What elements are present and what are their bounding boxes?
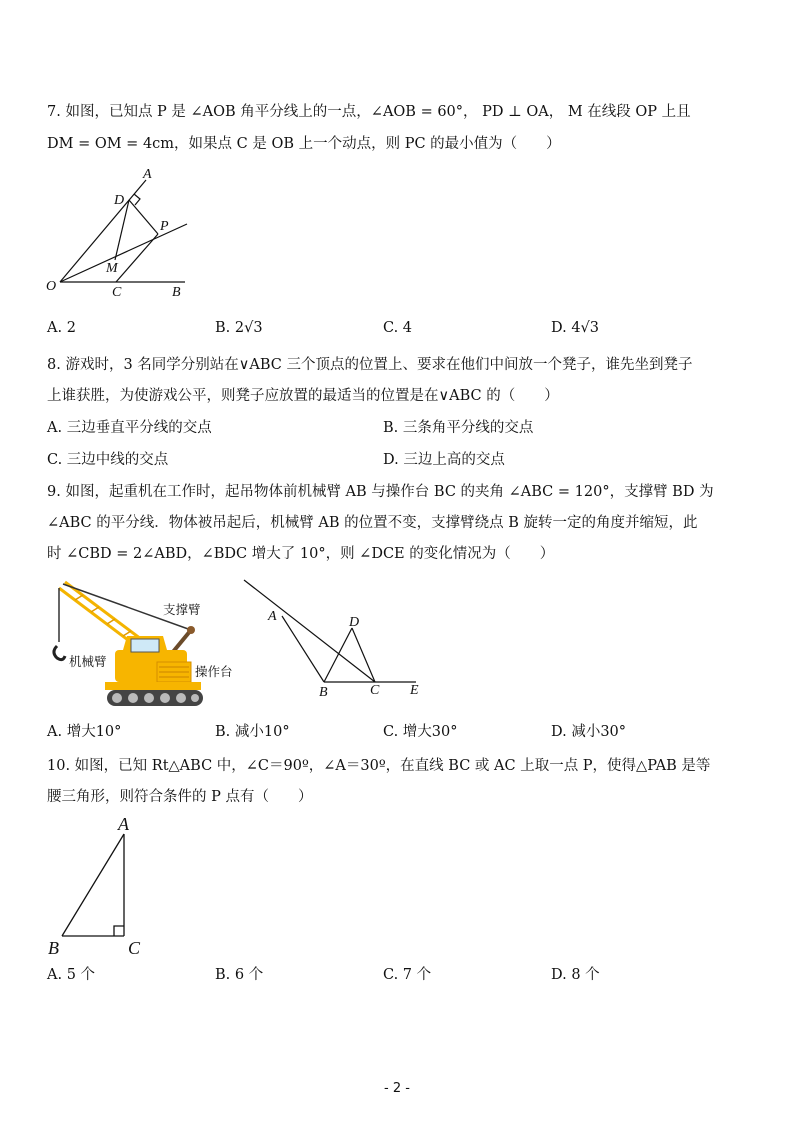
page-number: - 2 - bbox=[384, 1081, 410, 1096]
q10-label-c: C bbox=[128, 938, 141, 958]
q7-label-o: O bbox=[46, 279, 57, 294]
q7-figure bbox=[40, 160, 200, 302]
q9-line-top bbox=[244, 580, 375, 682]
q7-label-b: B bbox=[172, 285, 181, 300]
crane-label-platform: 操作台 bbox=[195, 664, 233, 679]
q8-option-c[interactable]: C. 三边中线的交点 bbox=[47, 452, 169, 468]
q9-label-e: E bbox=[410, 683, 419, 698]
hook-icon bbox=[54, 646, 65, 660]
q7-label-c: C bbox=[112, 285, 122, 300]
q7-ray-oa bbox=[60, 180, 146, 282]
q9-option-d[interactable]: D. 减小30° bbox=[551, 724, 627, 740]
crane-label-support-arm: 支撑臂 bbox=[163, 602, 201, 617]
q10-option-c[interactable]: C. 7 个 bbox=[383, 967, 432, 983]
q7-segment-pd bbox=[129, 200, 158, 234]
q9-label-d: D bbox=[349, 615, 360, 630]
q8-option-d[interactable]: D. 三边上高的交点 bbox=[383, 452, 505, 468]
q10-right-angle-mark bbox=[114, 926, 124, 936]
q9-option-b[interactable]: B. 减小10° bbox=[215, 724, 290, 740]
q7-label-p: P bbox=[160, 219, 169, 234]
q7-label-m: M bbox=[106, 261, 118, 276]
q7-label-a: A bbox=[143, 167, 152, 182]
q10-label-b: B bbox=[48, 938, 59, 958]
q7-segment-pc bbox=[116, 234, 158, 282]
q7-option-c[interactable]: C. 4 bbox=[383, 320, 413, 336]
q10-option-a[interactable]: A. 5 个 bbox=[47, 967, 96, 983]
q8-option-a[interactable]: A. 三边垂直平分线的交点 bbox=[47, 420, 212, 436]
q9-label-a: A bbox=[268, 609, 277, 624]
q10-text-line2: 腰三角形，则符合条件的 P 点有（ ） bbox=[47, 789, 313, 805]
q9-option-c[interactable]: C. 增大30° bbox=[383, 724, 458, 740]
q9-text-line1: 9. 如图，起重机在工作时，起吊物体前机械臂 AB 与操作台 BC 的夹角 ∠ABC = 120°，支撑臂 BD 为 bbox=[47, 484, 714, 500]
q7-option-a[interactable]: A. 2 bbox=[47, 320, 76, 336]
crane-label-mech-arm: 机械臂 bbox=[69, 654, 107, 669]
q7-option-b[interactable]: B. 2√3 bbox=[215, 320, 263, 336]
q9-text-line3: 时 ∠CBD = 2∠ABD，∠BDC 增大了 10°，则 ∠DCE 的变化情况为（ ） bbox=[47, 546, 555, 562]
q10-text-line1: 10. 如图，已知 Rt△ABC 中，∠C＝90º，∠A＝30º，在直线 BC 或 AC 上取一点 P，使得△PAB 是等 bbox=[47, 758, 711, 774]
q8-option-b[interactable]: B. 三条角平分线的交点 bbox=[383, 420, 534, 436]
q9-option-a[interactable]: A. 增大10° bbox=[47, 724, 122, 740]
q10-segment-ab bbox=[62, 834, 124, 936]
q7-right-angle-mark bbox=[134, 194, 140, 205]
q8-text-line1: 8. 游戏时，3 名同学分别站在∨ABC 三个顶点的位置上、要求在他们中间放一个凳子，谁先坐到凳子 bbox=[47, 357, 693, 373]
q7-text-line2: DM = OM = 4cm，如果点 C 是 OB 上一个动点，则 PC 的最小值为（ ） bbox=[47, 136, 561, 152]
q9-text-line2: ∠ABC 的平分线．物体被吊起后，机械臂 AB 的位置不变，支撑臂绕点 B 旋转一定的角度并缩短，此 bbox=[47, 515, 698, 531]
q10-figure bbox=[44, 812, 154, 962]
q9-crane-illustration bbox=[45, 578, 245, 710]
q7-option-d[interactable]: D. 4√3 bbox=[551, 320, 600, 336]
q9-label-c: C bbox=[370, 683, 380, 698]
q10-option-d[interactable]: D. 8 个 bbox=[551, 967, 600, 983]
q9-geometry-figure bbox=[240, 576, 430, 700]
q8-text-line2: 上谁获胜，为使游戏公平，则凳子应放置的最适当的位置是在∨ABC 的（ ） bbox=[47, 388, 559, 404]
q9-label-b: B bbox=[319, 685, 328, 700]
q7-label-d: D bbox=[114, 193, 125, 208]
q9-segment-bd bbox=[324, 628, 352, 682]
q9-segment-dc bbox=[352, 628, 375, 682]
q7-text-line1: 7. 如图，已知点 P 是 ∠AOB 角平分线上的一点，∠AOB = 60°， PD ⊥ OA， M 在线段 OP 上且 bbox=[47, 104, 691, 120]
q10-option-b[interactable]: B. 6 个 bbox=[215, 967, 264, 983]
q10-label-a: A bbox=[118, 814, 129, 834]
